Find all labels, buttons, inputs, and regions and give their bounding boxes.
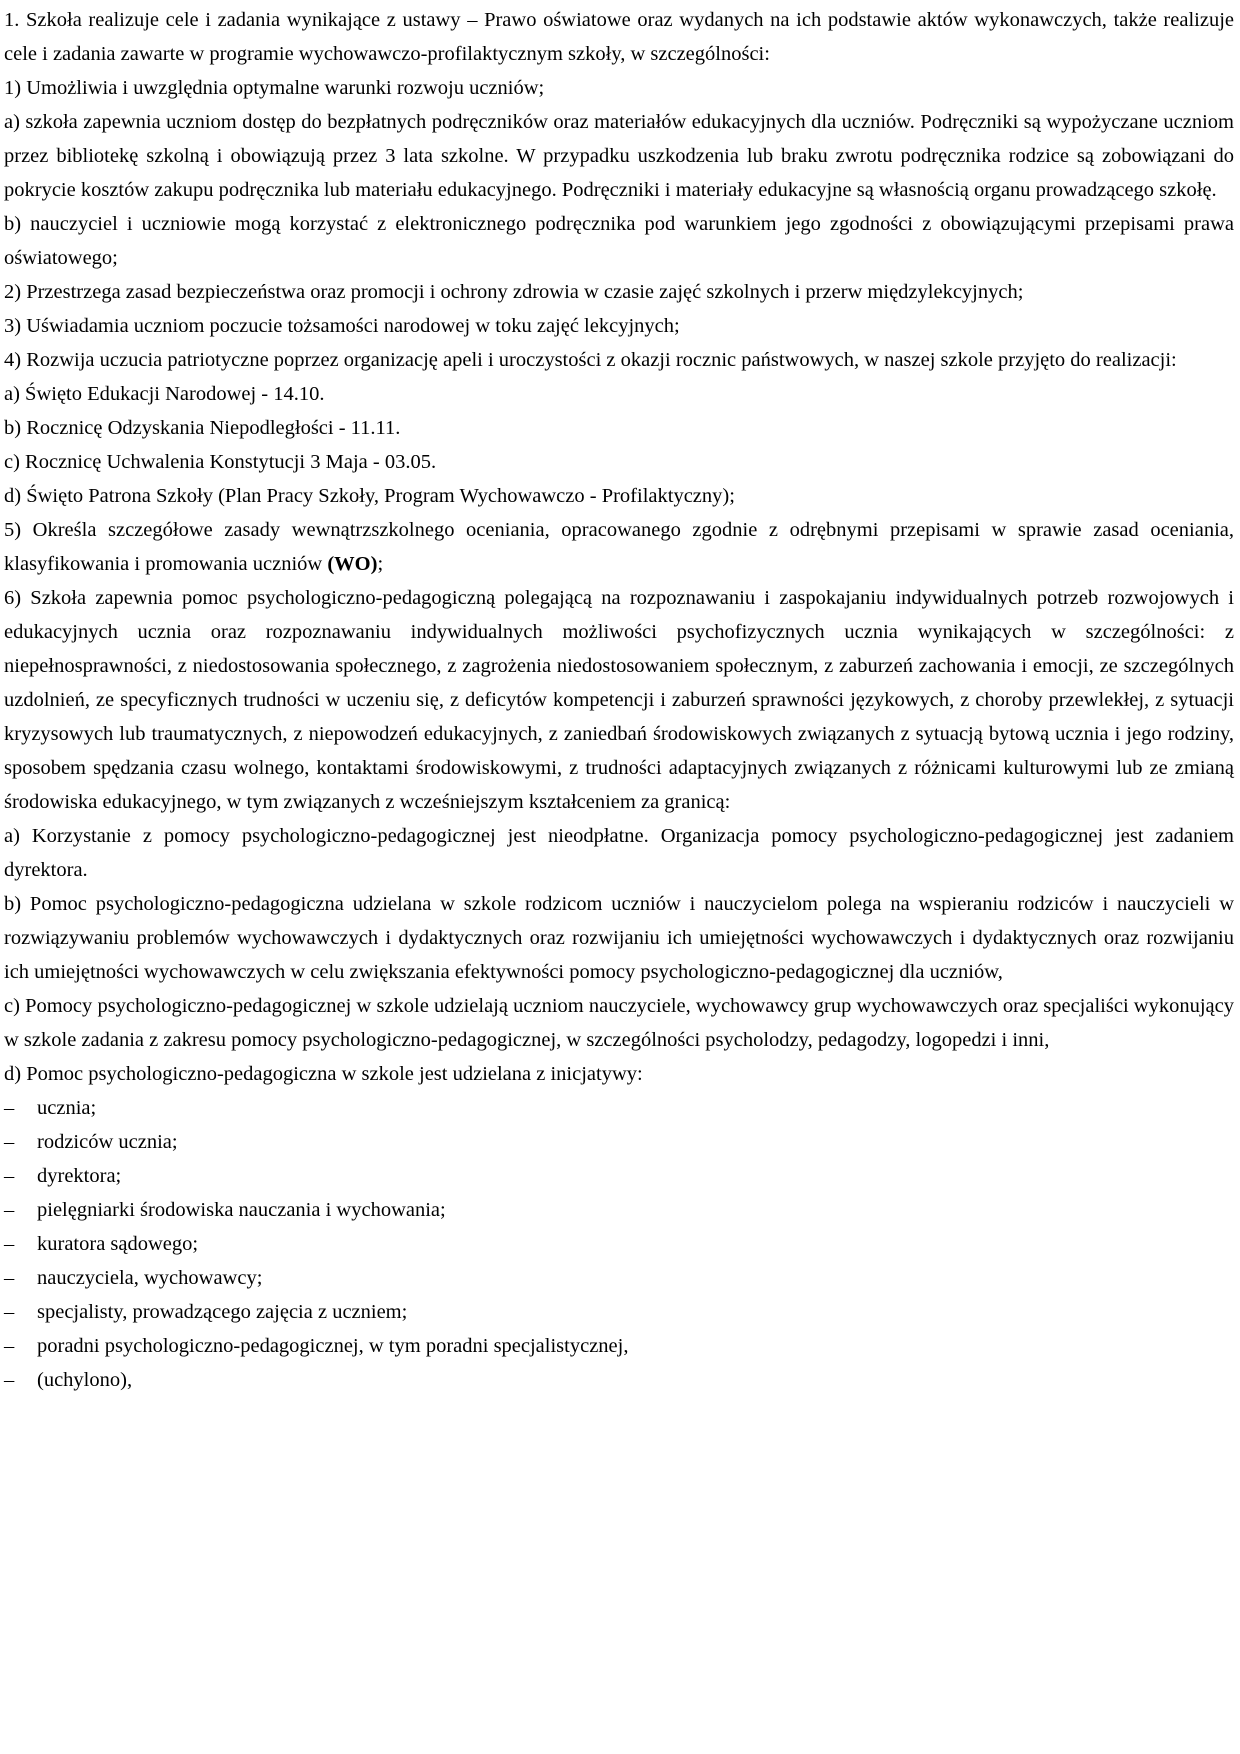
initiative-item-dyrektora	[4, 1159, 1234, 1193]
statute-item-4b: b) Rocznicę Odzyskania Niepodległości - 11.11.	[4, 417, 401, 439]
initiative-item-specjalisty	[4, 1295, 1234, 1329]
initiative-item-label: specjalisty, prowadzącego zajęcia z uczniem;	[37, 1301, 408, 1323]
initiative-item-label: pielęgniarki środowiska nauczania i wychowania;	[37, 1199, 446, 1221]
statute-item-4: 4) Rozwija uczucia patriotyczne poprzez organizację apeli i uroczystości z okazji rocznic państwowych, w naszej szkole przyjęto do realizacji:	[4, 349, 1177, 371]
statute-item-3: 3) Uświadamia uczniom poczucie tożsamości narodowej w toku zajęć lekcyjnych;	[4, 315, 680, 337]
statute-item-4a: a) Święto Edukacji Narodowej - 14.10.	[4, 383, 325, 405]
statute-item-2: 2) Przestrzega zasad bezpieczeństwa oraz promocji i ochrony zdrowia w czasie zajęć szkolnych i przerw międzylekcyjnych;	[4, 281, 1024, 303]
initiative-item-label: (uchylono),	[37, 1369, 133, 1391]
initiative-item-ucznia	[4, 1091, 1234, 1125]
initiative-item-label: ucznia;	[37, 1097, 97, 1119]
statute-item-4d: d) Święto Patrona Szkoły (Plan Pracy Szkoły, Program Wychowawczo - Profilaktyczny);	[4, 485, 735, 507]
statute-item-5-suffix: ;	[377, 553, 384, 575]
statute-intro: 1. Szkoła realizuje cele i zadania wynikające z ustawy – Prawo oświatowe oraz wydanych na ich podstawie aktów wykonawczych, także realizuje cele i zadania zawarte w programie wychowawczo-profilaktycznym szkoły, w szczególności:	[4, 9, 1234, 65]
initiative-item-label: kuratora sądowego;	[37, 1233, 199, 1255]
dash-marker: –	[4, 1233, 15, 1255]
initiative-item-poradni	[4, 1329, 1234, 1363]
statute-item-6d: d) Pomoc psychologiczno-pedagogiczna w szkole jest udzielana z inicjatywy:	[4, 1063, 643, 1085]
statute-item-6: 6) Szkoła zapewnia pomoc psychologiczno-pedagogiczną polegającą na rozpoznawaniu i zaspokajaniu indywidualnych potrzeb rozwojowych i edukacyjnych ucznia oraz rozpoznawaniu indywidualnych możliwości psychofizycznych ucznia wynikających w szczególności: z niepełnosprawności, z niedostosowania społecznego, z zagrożenia niedostosowaniem społecznym, z zaburzeń zachowania i emocji, ze szczególnych uzdolnień, ze specyficznych trudności w uczeniu się, z deficytów kompetencji i zaburzeń sprawności językowych, z choroby przewlekłej, z sytuacji kryzysowych lub traumatycznych, z niepowodzeń edukacyjnych, z zaniedbań środowiskowych związanych z sytuacją bytową ucznia i jego rodziny, sposobem spędzania czasu wolnego, kontaktami środowiskowymi, z trudności adaptacyjnych związanych z różnicami kulturowymi lub ze zmianą środowiska edukacyjnego, w tym związanych z wcześniejszym kształceniem za granicą:	[4, 587, 1234, 813]
initiative-item-label: rodziców ucznia;	[37, 1131, 178, 1153]
initiative-item-label: nauczyciela, wychowawcy;	[37, 1267, 263, 1289]
initiative-item-nauczyciela	[4, 1261, 1234, 1295]
statute-item-5-text: 5) Określa szczegółowe zasady wewnątrzszkolnego oceniania, opracowanego zgodnie z odrębnymi przepisami w sprawie zasad oceniania, klasyfikowania i promowania uczniów	[4, 519, 1234, 575]
statute-item-6c: c) Pomocy psychologiczno-pedagogicznej w szkole udzielają uczniom nauczyciele, wychowawcy grup wychowawczych oraz specjaliści wykonujący w szkole zadania z zakresu pomocy psychologiczno-pedagogicznej, w szczególności psycholodzy, pedagodzy, logopedzi i inni,	[4, 995, 1234, 1051]
initiative-item-uchylono	[4, 1363, 1234, 1397]
statute-item-1a: a) szkoła zapewnia uczniom dostęp do bezpłatnych podręczników oraz materiałów edukacyjnych dla uczniów. Podręczniki są wypożyczane uczniom przez bibliotekę szkolną i obowiązują przez 3 lata szkolne. W przypadku uszkodzenia lub braku zwrotu podręcznika rodzice są zobowiązani do pokrycie kosztów zakupu podręcznika lub materiału edukacyjnego. Podręczniki i materiały edukacyjne są własnością organu prowadzącego szkołę.	[4, 111, 1234, 201]
initiative-item-kuratora	[4, 1227, 1234, 1261]
statute-item-1: 1) Umożliwia i uwzględnia optymalne warunki rozwoju uczniów;	[4, 77, 545, 99]
statute-item-6b: b) Pomoc psychologiczno-pedagogiczna udzielana w szkole rodzicom uczniów i nauczycielom polega na wspieraniu rodziców i nauczycieli w rozwiązywaniu problemów wychowawczych i dydaktycznych oraz rozwijaniu ich umiejętności wychowawczych i dydaktycznych oraz rozwijaniu ich umiejętności wychowawczych w celu zwiększania efektywności pomocy psychologiczno-pedagogicznej dla uczniów,	[4, 893, 1234, 983]
statute-item-4c: c) Rocznicę Uchwalenia Konstytucji 3 Maja - 03.05.	[4, 451, 437, 473]
initiative-item-pielegniarki	[4, 1193, 1234, 1227]
initiative-item-label: poradni psychologiczno-pedagogicznej, w tym poradni specjalistycznej,	[37, 1335, 629, 1357]
dash-marker: –	[4, 1369, 15, 1391]
initiative-list	[4, 1091, 1234, 1397]
statute-item-1b: b) nauczyciel i uczniowie mogą korzystać z elektronicznego podręcznika pod warunkiem jego zgodności z obowiązującymi przepisami prawa oświatowego;	[4, 213, 1234, 269]
dash-marker: –	[4, 1097, 15, 1119]
initiative-item-rodzicow	[4, 1125, 1234, 1159]
statute-item-6a: a) Korzystanie z pomocy psychologiczno-pedagogicznej jest nieodpłatne. Organizacja pomocy psychologiczno-pedagogicznej jest zadaniem dyrektora.	[4, 825, 1234, 881]
statute-item-5-bold-abbr: (WO)	[327, 553, 378, 575]
statute-item-5	[4, 513, 1234, 581]
dash-marker: –	[4, 1165, 15, 1187]
dash-marker: –	[4, 1335, 15, 1357]
initiative-item-label: dyrektora;	[37, 1165, 122, 1187]
dash-marker: –	[4, 1301, 15, 1323]
dash-marker: –	[4, 1199, 15, 1221]
dash-marker: –	[4, 1267, 15, 1289]
dash-marker: –	[4, 1131, 15, 1153]
